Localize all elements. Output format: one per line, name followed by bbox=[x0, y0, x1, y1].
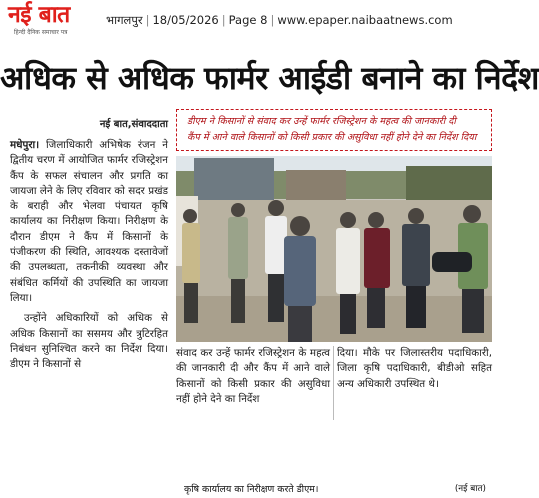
separator: | bbox=[270, 13, 275, 27]
logo-text: नई बात bbox=[8, 2, 70, 28]
deck-line: कैंप में आने वाले किसानों को किसी प्रकार की असुविधा नहीं होने देने का निर्देश दिया bbox=[187, 132, 477, 143]
photo-caption: कृषि कार्यालय का निरीक्षण करते डीएम। bbox=[184, 484, 319, 495]
photo-credit: (नई बात) bbox=[454, 484, 486, 494]
article-column-3 bbox=[337, 346, 492, 423]
photo-caption-bar bbox=[176, 478, 492, 498]
article-deck bbox=[176, 109, 492, 151]
newspaper-logo[interactable] bbox=[8, 2, 96, 42]
dateline: मधेपुरा। bbox=[10, 139, 40, 151]
article-headline: अधिक से अधिक फार्मर आईडी बनाने का निर्देश bbox=[0, 59, 539, 97]
article-column-1 bbox=[10, 138, 168, 423]
paragraph: दिया। मौके पर जिलास्तरीय पदाधिकारी, जिला कृषि पदाधिकारी, बीडीओ सहित अन्य अधिकारी उपस्थित थे। bbox=[337, 347, 492, 390]
masthead bbox=[0, 0, 500, 46]
edition-info bbox=[106, 13, 453, 28]
page-number: Page 8 bbox=[228, 13, 268, 27]
separator: | bbox=[145, 13, 150, 27]
paragraph bbox=[10, 138, 168, 306]
byline: नई बात,संवाददाता bbox=[99, 119, 168, 130]
paragraph: उन्होंने अधिकारियों को अधिक से अधिक किसानों का ससमय और त्रुटिरहित निबंधन सुनिश्चित करने का निर्देश दिया। डीएम ने किसानों से bbox=[10, 312, 168, 371]
edition-date: 18/05/2026 bbox=[152, 13, 219, 27]
logo-tagline: हिन्दी दैनिक समाचार पत्र bbox=[14, 29, 68, 36]
deck-line: डीएम ने किसानों से संवाद कर उन्हें फार्मर रजिस्ट्रेशन के महत्व की जानकारी दी bbox=[187, 116, 456, 127]
edition-city: भागलपुर bbox=[106, 13, 143, 27]
column-divider bbox=[333, 346, 334, 420]
paragraph: संवाद कर उन्हें फार्मर रजिस्ट्रेशन के महत्व की जानकारी दी और कैंप में आने वाले किसानों को किसी प्रकार की असुविधा नहीं होने देने का निर्देश bbox=[176, 347, 330, 405]
epaper-url[interactable]: www.epaper.naibaatnews.com bbox=[277, 13, 453, 27]
separator: | bbox=[221, 13, 226, 27]
paragraph-text: जिलाधिकारी अभिषेक रंजन ने द्वितीय चरण में आयोजित फार्मर रजिस्ट्रेशन कैंप के सफल संचालन और प्रगति का जायजा लेने के लिए रविवार को सदर प्रखंड के बराही और भेलवा पंचायत कृषि कार्यालय का निरीक्षण किया। निरीक्षण के दौरान डीएम ने कैंप में किसानों के पंजीकरण की स्थिति, आवश्यक दस्तावेजों की उपलब्धता, तकनीकी व्यवस्था और संबंधित कर्मियों की उपस्थिति का जायजा लिया। bbox=[10, 139, 168, 304]
photo-illustration bbox=[176, 156, 492, 342]
article-column-2 bbox=[176, 346, 330, 423]
